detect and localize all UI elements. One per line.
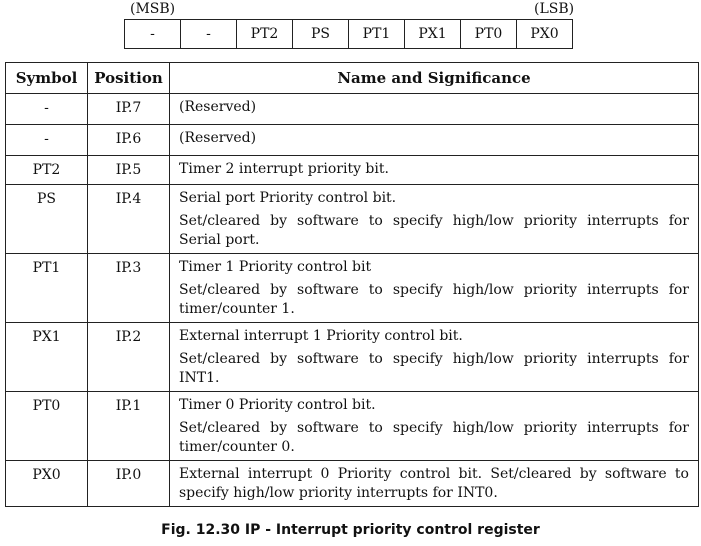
row-symbol: - (6, 125, 88, 156)
row-symbol: PT0 (6, 392, 88, 461)
row-position: IP.5 (88, 156, 170, 185)
table-row (6, 323, 699, 392)
row-description: Timer 2 interrupt priority bit. (170, 156, 699, 185)
row-position: IP.3 (88, 254, 170, 323)
lsb-label: (LSB) (534, 1, 575, 17)
table-header-row (6, 63, 699, 94)
header-name-significance: Name and Significance (170, 63, 699, 94)
figure-caption: Fig. 12.30 IP - Interrupt priority control register (161, 522, 540, 538)
row-description: (Reserved) (170, 94, 699, 125)
row-position: IP.7 (88, 94, 170, 125)
register-bit-4: PS (293, 20, 349, 48)
row-symbol: PT2 (6, 156, 88, 185)
table-row (6, 156, 699, 185)
row-symbol: PT1 (6, 254, 88, 323)
register-bit-3: PT1 (349, 20, 405, 48)
table-row (6, 125, 699, 156)
row-symbol: - (6, 94, 88, 125)
row-position: IP.4 (88, 185, 170, 254)
row-description: Serial port Priority control bit. Set/cleared by software to specify high/low priority interrupts for Serial port. (170, 185, 699, 254)
header-symbol: Symbol (6, 63, 88, 94)
register-bit-6: - (181, 20, 237, 48)
register-bit-7: - (125, 20, 181, 48)
row-symbol: PX0 (6, 461, 88, 507)
table-row (6, 185, 699, 254)
table-row (6, 254, 699, 323)
row-position: IP.0 (88, 461, 170, 507)
row-position: IP.6 (88, 125, 170, 156)
row-symbol: PS (6, 185, 88, 254)
row-symbol: PX1 (6, 323, 88, 392)
table-row (6, 94, 699, 125)
register-bit-0: PX0 (530, 26, 559, 42)
row-position: IP.2 (88, 323, 170, 392)
register-bit-1: PT0 (461, 20, 517, 48)
msb-label: (MSB) (130, 1, 176, 17)
register-bit-2: PX1 (405, 20, 461, 48)
register-bit-layout (124, 19, 573, 49)
header-position: Position (88, 63, 170, 94)
table-row (6, 392, 699, 461)
row-position: IP.1 (88, 392, 170, 461)
row-description: External interrupt 0 Priority control bit. Set/cleared by software to specify high/low priority interrupts for INT0. (170, 461, 699, 507)
table-row (6, 461, 699, 507)
register-bit-5: PT2 (237, 20, 293, 48)
row-description: Timer 0 Priority control bit. Set/cleared by software to specify high/low priority interrupts for timer/counter 0. (170, 392, 699, 461)
row-description: (Reserved) (170, 125, 699, 156)
ip-register-table (5, 62, 699, 507)
row-description: External interrupt 1 Priority control bit. Set/cleared by software to specify high/low priority interrupts for INT1. (170, 323, 699, 392)
row-description: Timer 1 Priority control bit Set/cleared by software to specify high/low priority interrupts for timer/counter 1. (170, 254, 699, 323)
